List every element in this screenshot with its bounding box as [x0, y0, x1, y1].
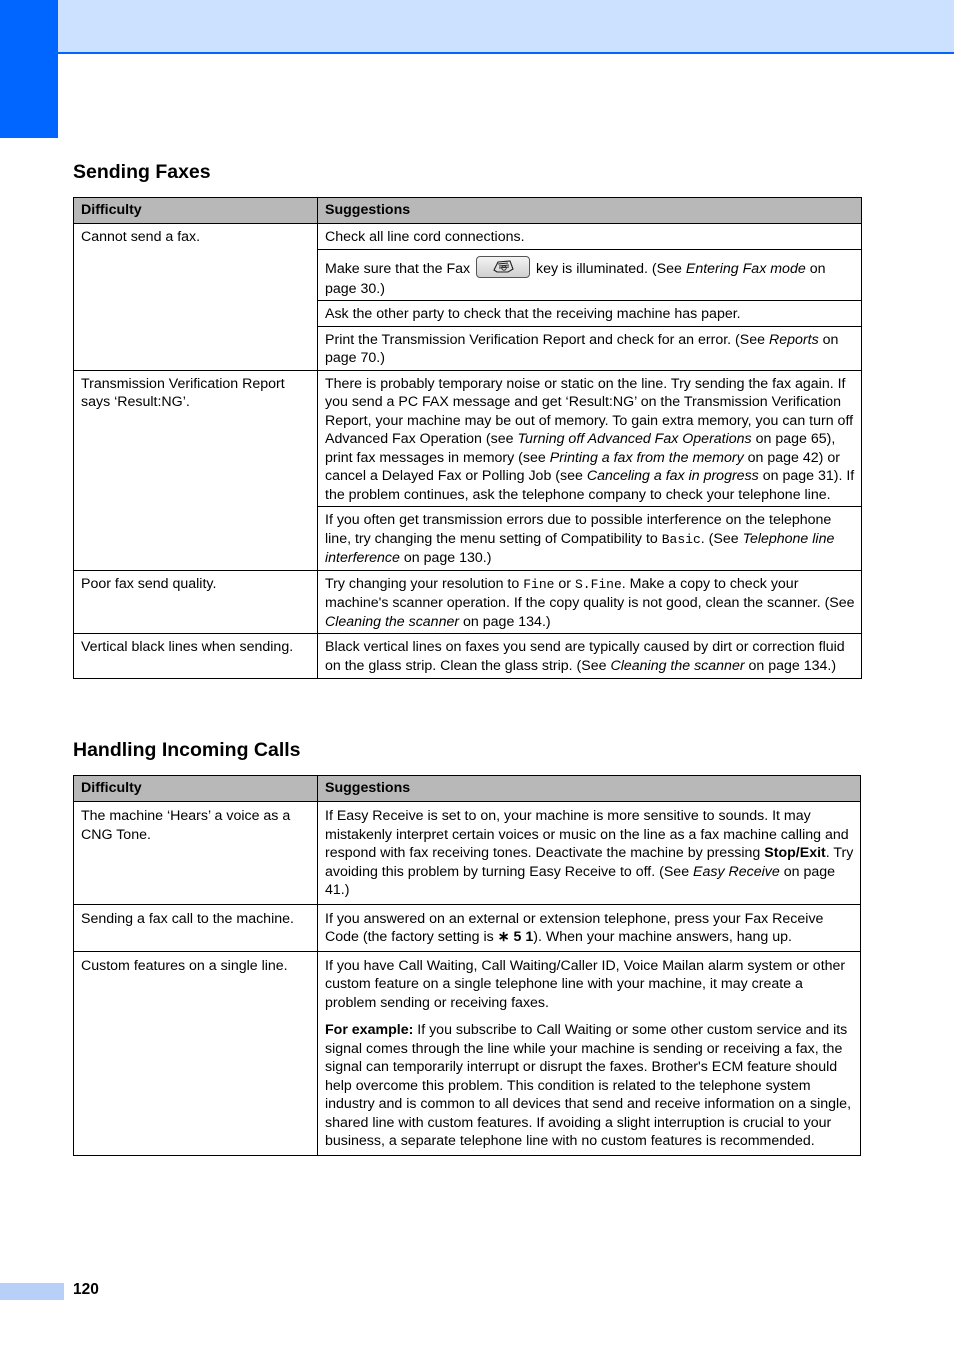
suggestion-cell [318, 249, 862, 301]
page-number: 120 [73, 1281, 99, 1298]
suggestion-text: Print the Transmission Verification Report and check for an error. (See [325, 331, 766, 348]
suggestion-text: If you subscribe to Call Waiting or some other custom service and its signal comes through the line while your machine is sending or receiving a fax, the signal can temporarily interrupt or disrupt the faxes. Brother's ECM feature should help overcome this problem. This condition is related to the telephone system industry and is common to all devices that send and receive information on a single, shared line with custom features. If avoiding a slight interruption is crucial to your business, a separate telephone line with no custom features is recommended. [325, 1022, 852, 1149]
cross-reference: Turning off Advanced Fax Operations [517, 431, 752, 447]
table-row [74, 904, 861, 951]
key-name: Stop/Exit [764, 845, 826, 861]
incoming-calls-table [73, 775, 861, 1156]
cross-reference: Telephone line interference [325, 530, 835, 566]
suggestion-text: . Make a copy to check your machine's scanner operation. If the copy quality is not good, clean the scanner. (See [325, 575, 855, 611]
suggestion-cell [318, 802, 861, 905]
difficulty-cell: Transmission Verification Report says ‘Result:NG’. [74, 370, 318, 570]
suggestion-paragraph [325, 1021, 854, 1151]
receive-code: ∗ 5 1 [497, 929, 534, 945]
cross-reference: Printing a fax from the memory [549, 449, 744, 466]
suggestion-cell: Ask the other party to check that the receiving machine has paper. [318, 301, 862, 327]
table-row [74, 634, 862, 679]
cross-reference: Cleaning the scanner [610, 657, 745, 674]
difficulty-cell: The machine ‘Hears’ a voice as a CNG Tone. [74, 802, 318, 905]
suggestion-text: on page 31). If the problem continues, ask the telephone company to check your telephone line. [325, 468, 855, 503]
difficulty-cell: Cannot send a fax. [74, 224, 318, 371]
suggestion-text: If Easy Receive is set to on, your machine is more sensitive to sounds. It may mistakenly interpret certain voices or music on the line as a fax machine calling and respond with fax receiving tones. Deactivate the machine by pressing [325, 808, 849, 861]
resolution-value: S.Fine [574, 576, 622, 592]
page-number-tab [0, 1283, 64, 1300]
difficulty-cell: Poor fax send quality. [74, 570, 318, 634]
suggestion-text: Try changing your resolution to [325, 575, 520, 592]
suggestion-text: on page 130.) [403, 550, 492, 566]
resolution-value: Fine [523, 576, 555, 592]
table-row [74, 951, 861, 1155]
cross-reference: Easy Receive [693, 863, 780, 880]
suggestion-text: If you answered on an external or extension telephone, press your Fax Receive Code (the factory setting is [325, 910, 824, 945]
example-label: For example: [325, 1022, 414, 1038]
table-header-row [74, 198, 862, 224]
difficulty-cell: Custom features on a single line. [74, 951, 318, 1155]
col-header-suggestions: Suggestions [318, 198, 862, 224]
suggestion-text: on page 134.) [463, 613, 551, 630]
difficulty-cell: Sending a fax call to the machine. [74, 904, 318, 951]
suggestion-cell [318, 570, 862, 634]
section-title-handling-incoming-calls: Handling Incoming Calls [73, 739, 301, 761]
cross-reference: Cleaning the scanner [325, 613, 460, 630]
suggestion-text: ). When your machine answers, hang up. [533, 929, 792, 945]
suggestion-cell [318, 370, 862, 507]
difficulty-cell: Vertical black lines when sending. [74, 634, 318, 679]
suggestion-text: or [558, 575, 572, 592]
suggestion-text: If you often get transmission errors due to possible interference on the telephone line, try changing the menu setting of Compatibility to [325, 512, 832, 547]
table-row [74, 224, 862, 250]
suggestion-text: on page 65), print fax messages in memory (see [325, 431, 836, 466]
suggestion-cell [318, 904, 861, 951]
cross-reference: Reports [768, 331, 819, 348]
section-title-sending-faxes: Sending Faxes [73, 161, 211, 183]
suggestion-text: on page 41.) [325, 863, 836, 898]
suggestion-cell [318, 634, 862, 679]
suggestion-text: on page 42) or cancel a Delayed Fax or Polling Job (see [325, 449, 840, 484]
cross-reference: Canceling a fax in progress [586, 468, 759, 484]
suggestion-text: key is illuminated. (See [536, 260, 682, 277]
suggestion-text: Make sure that the Fax [325, 260, 471, 277]
sending-faxes-table [73, 197, 862, 679]
col-header-suggestions: Suggestions [318, 776, 861, 802]
suggestion-cell: Check all line cord connections. [318, 224, 862, 250]
cross-reference: Entering Fax mode [685, 260, 806, 277]
table-row [74, 570, 862, 634]
header-band [58, 0, 954, 54]
suggestion-text: There is probably temporary noise or static on the line. Try sending the fax again. If you send a PC FAX message and get ‘Result:NG’ on the Transmission Verification Report, your machine may be out of memory. To gain extra memory, you can turn off Advanced Fax Operation (see [325, 375, 854, 447]
suggestion-cell [318, 326, 862, 370]
fax-key-icon [476, 256, 530, 278]
suggestion-text: . (See [700, 530, 739, 547]
suggestion-text: . Try avoiding this problem by turning Easy Receive to off. (See [325, 845, 854, 880]
suggestion-text: on page 30.) [325, 260, 826, 297]
col-header-difficulty: Difficulty [74, 776, 318, 802]
table-header-row [74, 776, 861, 802]
suggestion-paragraph: If you have Call Waiting, Call Waiting/Caller ID, Voice Mailan alarm system or other custom feature on a single telephone line with your machine, it may create a problem sending or receiving faxes. [325, 957, 846, 1011]
suggestion-text: Black vertical lines on faxes you send are typically caused by dirt or correction fluid on the glass strip. Clean the glass strip. (See [325, 639, 845, 674]
suggestion-text: on page 134.) [748, 657, 837, 674]
suggestion-text: on page 70.) [325, 331, 839, 366]
table-row [74, 802, 861, 905]
col-header-difficulty: Difficulty [74, 198, 318, 224]
chapter-tab [0, 0, 58, 138]
suggestion-cell [318, 951, 861, 1155]
menu-setting-value: Basic [661, 531, 701, 547]
suggestion-cell [318, 507, 862, 571]
table-row [74, 370, 862, 507]
